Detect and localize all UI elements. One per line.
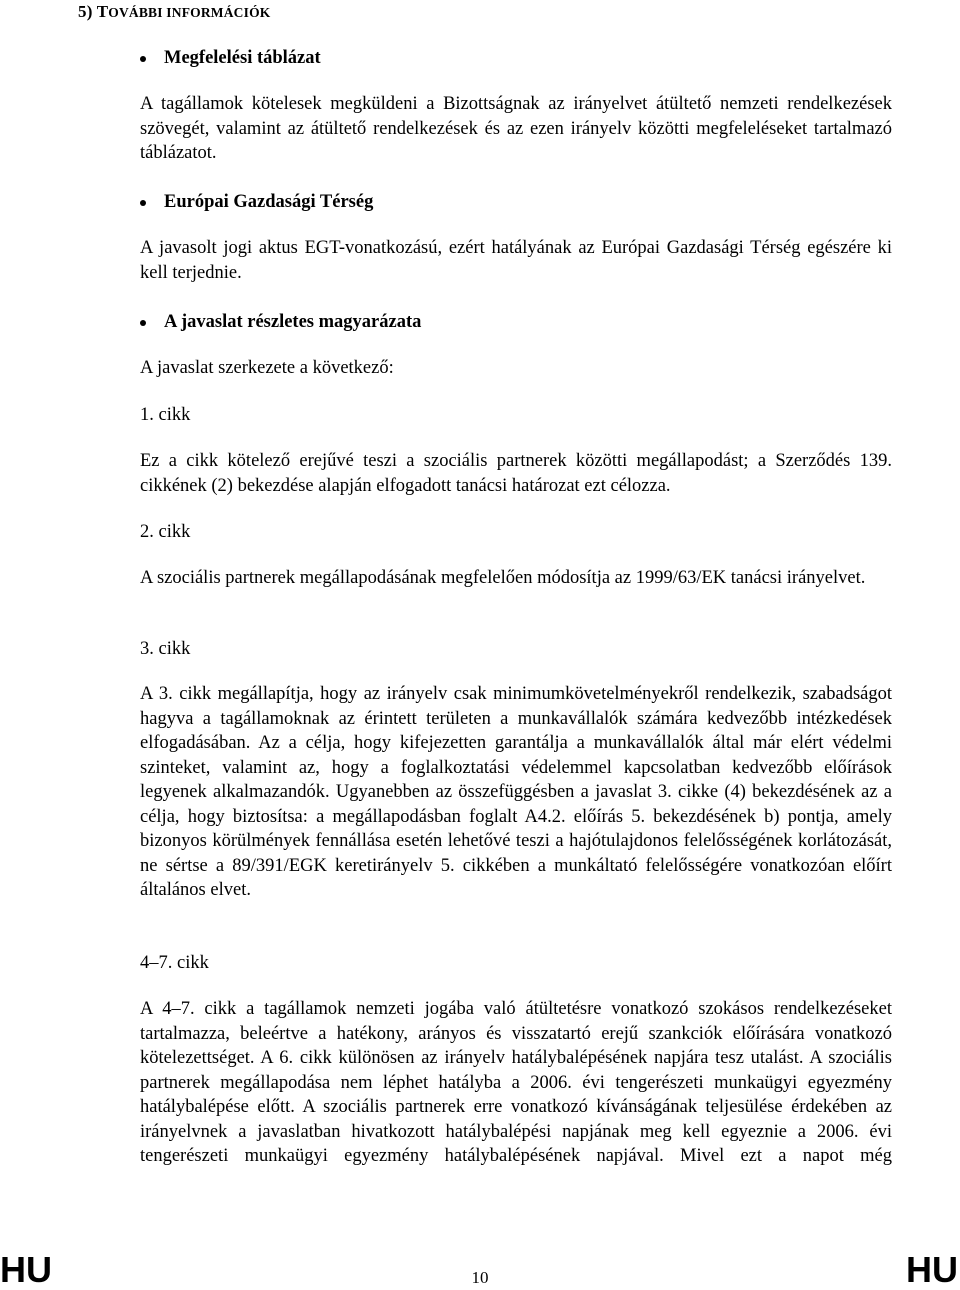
article-1-label: 1. cikk (140, 405, 191, 425)
bullet-heading-eea: Európai Gazdasági Térség (140, 192, 373, 213)
article-3-label: 3. cikk (140, 639, 191, 659)
footer-language-right: HU (906, 1249, 958, 1290)
bullet-heading-detailed-explanation: A javaslat részletes magyarázata (140, 312, 421, 333)
page-number: 10 (471, 1268, 489, 1287)
article-4-7-label: 4–7. cikk (140, 953, 209, 973)
article-4-7-text: A 4–7. cikk a tagállamok nemzeti jogába való átültetésre vonatkozó szokásos rendelkezéseket tartalmazza, beleértve a hatékony, arányos és visszatartó erejű szankciók előírására vonatkozó kötelezettséget. A 6. cikk különösen az irányelv hatálybalépésének napjára tesz utalást. A szociális partnerek megállapodása nem léphet hatályba a 2006. évi tengerészeti munkaügyi egyezmény hatálybalépése előtt. A szociális partnerek erre vonatkozó kívánságának teljesülése érdekében az irányelvnek a javaslatban hivatkozott hatálybalépési napjának meg kell egyeznie a 2006. évi tengerészeti munkaügyi egyezmény hatálybalépésének napjával. Mivel ezt a napot még (140, 999, 892, 1166)
footer-language-left: HU (0, 1249, 52, 1290)
section-heading: 5) TOVÁBBI INFORMÁCIÓK (78, 2, 271, 21)
paragraph-compliance-table: A tagállamok kötelesek megküldeni a Bizottságnak az irányelvet átültető nemzeti rendelkezések szövegét, valamint az átültető rendelkezések és az ezen irányelv közötti megfeleléseket tartalmazó táblázatot. (140, 94, 892, 163)
paragraph-eea: A javasolt jogi aktus EGT-vonatkozású, ezért hatályának az Európai Gazdasági Térség egészére ki kell terjednie. (140, 238, 892, 283)
article-2-text: A szociális partnerek megállapodásának megfelelően módosítja az 1999/63/EK tanácsi irányelvet. (140, 568, 866, 588)
bullet-heading-compliance-table: Megfelelési táblázat (140, 48, 321, 69)
article-2-label: 2. cikk (140, 522, 191, 542)
paragraph-structure-intro: A javaslat szerkezete a következő: (140, 358, 394, 378)
article-1-text: Ez a cikk kötelező erejűvé teszi a szociális partnerek közötti megállapodást; a Szerződés 139. cikkének (2) bekezdése alapján elfogadott tanácsi határozat ezt célozza. (140, 451, 892, 496)
article-3-text: A 3. cikk megállapítja, hogy az irányelv csak minimumkövetelményekről rendelkezik, szabadságot hagyva a tagállamoknak az érintett területen a munkavállalók számára kedvezőbb intézkedések elfogadásában. Az a célja, hogy kifejezetten garantálja a munkavállalók által már elért védelmi szinteket, valamint az, hogy a foglalkoztatási védelemmel kapcsolatban kedvezőbb előírások legyenek alkalmazandók. Ugyanebben az összefüggésben a javaslat 3. cikke (4) bekezdésének az a célja, hogy biztosítsa: a megállapodásban foglalt A4.2. előírás 5. bekezdésének b) pontja, amely bizonyos körülmények fennállása esetén lehetővé teszi a hajótulajdonos felelősségének korlátozását, ne sértse a 89/391/EGK keretirányelv 5. cikkében a munkáltató felelősségére vonatkozóan előírt általános elvet. (140, 684, 892, 900)
